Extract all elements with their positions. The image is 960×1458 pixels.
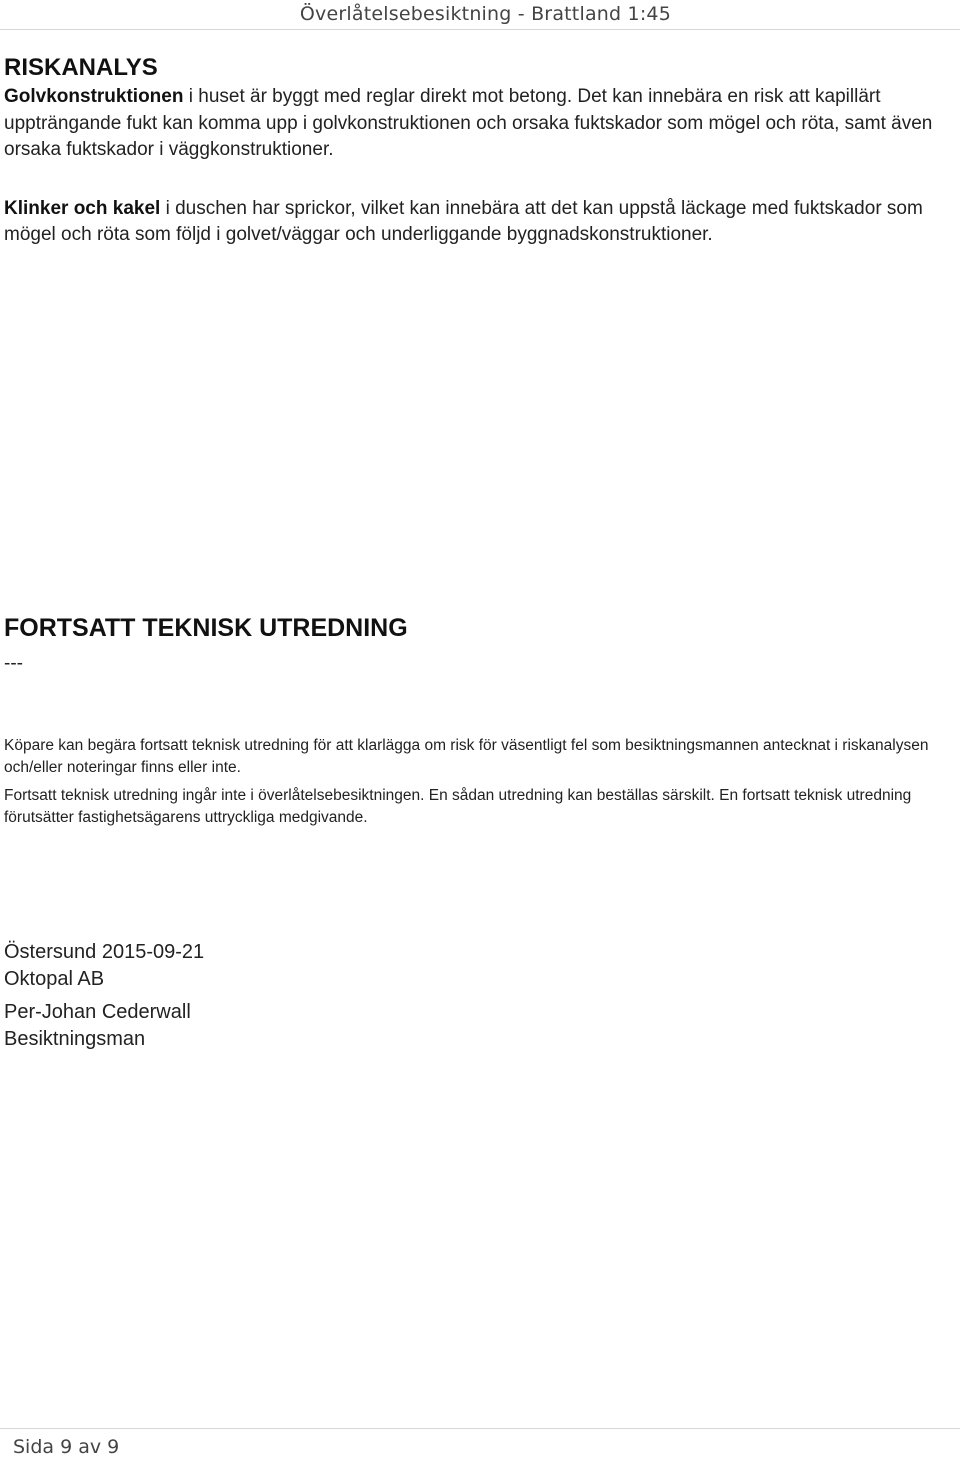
footer-divider xyxy=(0,1428,960,1429)
risk-item-text: i huset är byggt med reglar direkt mot betong. Det kan innebära en risk att kapillärt uppträngande fukt kan komma upp i golvkonstruktionen och orsaka fuktskador som mögel och röta, samt även orsaka fuktskador i väggkonstruktioner. xyxy=(4,86,933,160)
risk-item xyxy=(4,196,954,249)
risk-item-title: Golvkonstruktionen xyxy=(4,86,184,107)
page-separator: av xyxy=(78,1436,102,1458)
riskanalys-heading: RISKANALYS xyxy=(4,54,158,81)
header-divider xyxy=(0,29,960,30)
riskanalys-section xyxy=(4,52,954,249)
page-indicator xyxy=(13,1436,119,1458)
inspector-name: Per-Johan Cederwall xyxy=(4,1001,191,1023)
company-name: Oktopal AB xyxy=(4,968,105,990)
inspector-role: Besiktningsman xyxy=(4,1028,146,1050)
place-date: Östersund 2015-09-21 xyxy=(4,941,205,963)
fortsatt-utredning-heading: FORTSATT TEKNISK UTREDNING xyxy=(4,614,408,642)
info-paragraph: Fortsatt teknisk utredning ingår inte i överlåtelsebesiktningen. En sådan utredning kan beställas särskilt. En fortsatt teknisk utredning förutsätter fastighetsägarens uttryckliga medgivande. xyxy=(4,787,912,826)
page-label: Sida xyxy=(13,1436,55,1458)
document-title: Överlåtelsebesiktning - Brattland 1:45 xyxy=(299,3,671,25)
risk-item-title: Klinker och kakel xyxy=(4,197,161,219)
fortsatt-utredning-info xyxy=(4,735,956,829)
page-header xyxy=(0,0,960,30)
info-paragraph: Köpare kan begära fortsatt teknisk utredning för att klarlägga om risk för väsentligt fel som besiktningsmannen antecknat i riskanalysen och/eller noteringar finns eller inte. xyxy=(4,737,929,776)
risk-item xyxy=(4,84,954,164)
signature-block xyxy=(4,939,204,1053)
risk-item-text: i duschen har sprickor, vilket kan innebära att det kan uppstå läckage med fuktskador som mögel och röta som följd i golvet/väggar och underliggande byggnadskonstruktioner. xyxy=(4,197,923,245)
page-number: 9 xyxy=(60,1436,73,1458)
page-total: 9 xyxy=(107,1436,120,1458)
no-entries-marker: --- xyxy=(4,653,23,674)
